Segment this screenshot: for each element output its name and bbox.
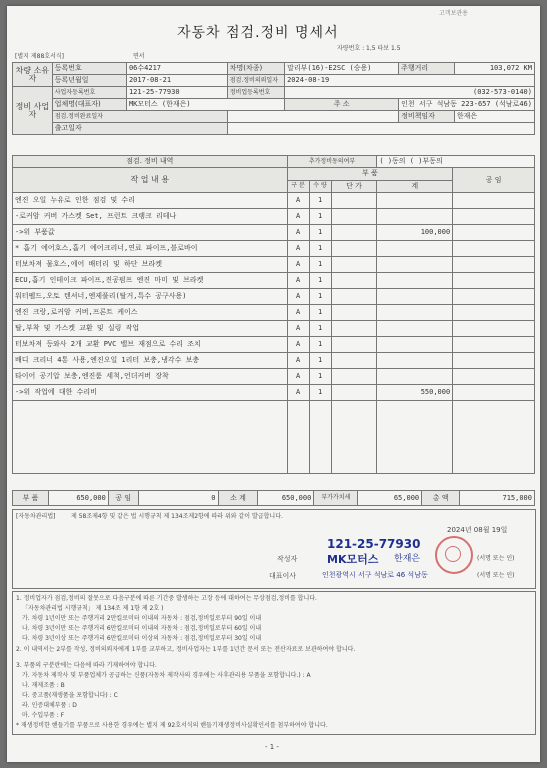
vehicle-section-label: 차량 소유자 bbox=[13, 63, 53, 87]
labor-cost bbox=[453, 193, 535, 209]
labor-total-value: 0 bbox=[138, 491, 218, 506]
work-description: 워터펠드,오토 텐셔너,엔제풀리(탈거,특수 공구사용) bbox=[13, 289, 288, 305]
work-description: -로커암 커버 가스켓 Set, 프런트 크랭크 리테나 bbox=[13, 209, 288, 225]
company-name-label: 업체명(대표자) bbox=[52, 99, 126, 111]
labor-cost bbox=[453, 353, 535, 369]
note-3d: 라. 인증대체부품 : D bbox=[22, 702, 77, 709]
part-price bbox=[331, 353, 377, 369]
work-row bbox=[13, 273, 535, 289]
labor-cost bbox=[453, 369, 535, 385]
company-seal-stamp bbox=[435, 536, 473, 574]
part-sum bbox=[377, 209, 453, 225]
phone-value: (032-573-0140) bbox=[285, 87, 535, 99]
part-sum bbox=[377, 273, 453, 289]
work-row bbox=[13, 193, 535, 209]
part-type: A bbox=[287, 273, 309, 289]
parts-total-label: 부 품 bbox=[13, 491, 49, 506]
part-sum bbox=[377, 353, 453, 369]
issue-date: 2024년 08월 19일 bbox=[447, 526, 508, 534]
labor-cost bbox=[453, 257, 535, 273]
work-description: 엔진 크랑,로커암 커버,프론트 케이스 bbox=[13, 305, 288, 321]
writer-company: MK모터스 bbox=[327, 553, 379, 566]
part-type: A bbox=[287, 369, 309, 385]
form-number-side: 면서 bbox=[133, 53, 145, 60]
reg-no-label: 등록번호 bbox=[52, 63, 126, 75]
part-qty: 1 bbox=[309, 385, 331, 401]
business-section-label: 정비 사업자 bbox=[13, 87, 53, 135]
work-row bbox=[13, 369, 535, 385]
totals-table bbox=[12, 490, 535, 506]
release-date-label: 출고일자 bbox=[52, 123, 227, 135]
writer-seal-note: (서명 또는 인) bbox=[477, 555, 515, 562]
stamp-biz-no: 121-25-77930 bbox=[327, 537, 421, 551]
work-row bbox=[13, 241, 535, 257]
page-number: - 1 - bbox=[265, 743, 279, 751]
note-3b: 나. 재제조품 : B bbox=[22, 682, 65, 689]
note-1: 1. 정비업자가 점검,정비의 잘못으로 다음구분에 따른 기간중 발생하는 고장 등에 대하여는 무상점검,정비를 합니다. bbox=[16, 595, 317, 602]
labor-cost bbox=[453, 385, 535, 401]
part-sum bbox=[377, 257, 453, 273]
col-price: 단 가 bbox=[331, 180, 377, 193]
reg-date-value: 2017-08-21 bbox=[126, 75, 227, 87]
labor-cost bbox=[453, 321, 535, 337]
subtotal-value: 650,000 bbox=[258, 491, 314, 506]
writer-label: 작성자 bbox=[277, 555, 298, 563]
parts-total-value: 650,000 bbox=[48, 491, 108, 506]
part-type: A bbox=[287, 289, 309, 305]
note-1c: 나. 차령 3년이만 또는 주행거리 6만킬로미터 이내의 자동차 : 점검,정비일로부터 60일 이내 bbox=[22, 625, 262, 632]
parts-header: 부 품 bbox=[287, 168, 453, 181]
rep-label: 대표이사 bbox=[269, 572, 297, 580]
model-label: 차명(차종) bbox=[227, 63, 284, 75]
part-price bbox=[331, 385, 377, 401]
part-price bbox=[331, 241, 377, 257]
col-qty: 수 량 bbox=[309, 180, 331, 193]
part-price bbox=[331, 225, 377, 241]
work-description: 터보차져 등와사 2개 교환 PVC 밸브 재점으로 수리 조치 bbox=[13, 337, 288, 353]
part-price bbox=[331, 321, 377, 337]
rep-seal-note: (서명 또는 인) bbox=[477, 572, 515, 579]
work-row bbox=[13, 321, 535, 337]
part-qty: 1 bbox=[309, 257, 331, 273]
copy-label: 고객보관용 bbox=[439, 10, 468, 17]
part-type: A bbox=[287, 257, 309, 273]
part-type: A bbox=[287, 209, 309, 225]
part-type: A bbox=[287, 225, 309, 241]
grand-total-label: 총 액 bbox=[422, 491, 460, 506]
mileage-label: 주행거리 bbox=[399, 63, 455, 75]
done-date-label: 점검.정비완료일자 bbox=[52, 111, 227, 123]
part-sum: 550,000 bbox=[377, 385, 453, 401]
part-sum bbox=[377, 369, 453, 385]
part-sum bbox=[377, 337, 453, 353]
work-description: * 흡기 에어호스,흡기 에어크리너,연료 파이프,블로바이 bbox=[13, 241, 288, 257]
labor-cost bbox=[453, 209, 535, 225]
note-3c: 다. 중고품(재생품을 포함합니다) : C bbox=[22, 692, 118, 699]
note-1d: 다. 차령 3년이상 또는 주행거리 6만킬로미터 이상의 자동차 : 점검,정비일로부터 30일 이내 bbox=[22, 635, 262, 642]
work-description: 탈,부착 및 가스켓 교환 및 실링 작업 bbox=[13, 321, 288, 337]
part-type: A bbox=[287, 353, 309, 369]
labor-cost bbox=[453, 273, 535, 289]
responsible-value: 한재은 bbox=[454, 111, 534, 123]
work-row bbox=[13, 225, 535, 241]
col-sum: 계 bbox=[377, 180, 453, 193]
vat-value: 65,000 bbox=[358, 491, 422, 506]
mileage-value: 103,072 KM bbox=[454, 63, 534, 75]
part-qty: 1 bbox=[309, 273, 331, 289]
grand-total-value: 715,000 bbox=[460, 491, 535, 506]
note-1a: 「자동차관리법 시행규칙」 제 134조 제 1항 제 2호 ) bbox=[22, 605, 164, 612]
note-3a: 가. 자동차 제작사 및 부품업체가 공급하는 신품(자동차 제작사의 경우에는 사후관리용 부품을 포함합니다.) : A bbox=[22, 672, 311, 679]
rep-address: 인천광역시 서구 석남로 46 석남동 bbox=[322, 571, 428, 579]
note-2: 2. 이 내역서는 2부를 작성, 정비의뢰자에게 1부를 교부하고, 정비사업자는 1부를 1년간 문서 또는 전산자료로 보관하여야 합니다. bbox=[16, 646, 356, 653]
part-price bbox=[331, 289, 377, 305]
work-row bbox=[13, 337, 535, 353]
law-label: [자동차관리법] bbox=[16, 513, 56, 520]
labor-cost bbox=[453, 225, 535, 241]
extra-consent-value: ( )동의 ( )부동의 bbox=[377, 156, 535, 168]
form-number: [별지 제88호서식] bbox=[15, 53, 64, 60]
part-price bbox=[331, 337, 377, 353]
vat-label: 부가가치세 bbox=[314, 491, 358, 506]
part-qty: 1 bbox=[309, 353, 331, 369]
part-price bbox=[331, 193, 377, 209]
part-qty: 1 bbox=[309, 241, 331, 257]
part-qty: 1 bbox=[309, 209, 331, 225]
sub-number: 자량번호 : 1,5 타보 1.5 bbox=[337, 45, 401, 52]
part-sum: 100,000 bbox=[377, 225, 453, 241]
part-qty: 1 bbox=[309, 337, 331, 353]
note-3e: 마. 수입부품 : F bbox=[22, 712, 65, 719]
part-price bbox=[331, 273, 377, 289]
part-price bbox=[331, 305, 377, 321]
labor-cost bbox=[453, 305, 535, 321]
work-description: 배디 크리너 4통 사용,엔진오일 1리터 보충,냉각수 보충 bbox=[13, 353, 288, 369]
document-title: 자동차 점검.정비 명세서 bbox=[177, 25, 339, 41]
part-type: A bbox=[287, 305, 309, 321]
document-sheet bbox=[7, 6, 540, 762]
done-date-value bbox=[227, 111, 398, 123]
labor-cost bbox=[453, 289, 535, 305]
part-price bbox=[331, 257, 377, 273]
work-header: 작 업 내 용 bbox=[13, 168, 288, 193]
part-type: A bbox=[287, 193, 309, 209]
work-description: 엔진 오일 누유로 인한 점검 및 수리 bbox=[13, 193, 288, 209]
work-row bbox=[13, 209, 535, 225]
labor-header: 공 임 bbox=[453, 168, 535, 193]
labor-total-label: 공 임 bbox=[108, 491, 138, 506]
col-type: 구 분 bbox=[287, 180, 309, 193]
work-description: 터보차져 물호스,에어 배터리 및 하단 브라켓 bbox=[13, 257, 288, 273]
labor-cost bbox=[453, 241, 535, 257]
writer-name: 한재은 bbox=[394, 554, 421, 564]
part-qty: 1 bbox=[309, 305, 331, 321]
repair-date-value: 2024-08-19 bbox=[285, 75, 535, 87]
part-type: A bbox=[287, 321, 309, 337]
model-value: 말리부(16)-E2SC (승용) bbox=[285, 63, 399, 75]
biz-no-label: 사업자등록번호 bbox=[52, 87, 126, 99]
biz-no-value: 121-25-77930 bbox=[126, 87, 227, 99]
work-description: ->위 부품값 bbox=[13, 225, 288, 241]
details-header: 점검. 정비 내역 bbox=[13, 156, 288, 168]
address-value: 인천 서구 석남동 223-657 (석남로46) bbox=[399, 99, 535, 111]
repair-date-label: 점검.정비의뢰일자 bbox=[227, 75, 284, 87]
note-3f: * 재생정비한 핸들기를 부품으로 사용한 경우에는 별지 제 92호서식의 핸들기재생정비사실확인서를 첨부하여야 합니다. bbox=[16, 722, 328, 729]
part-qty: 1 bbox=[309, 321, 331, 337]
part-type: A bbox=[287, 337, 309, 353]
part-price bbox=[331, 209, 377, 225]
part-price bbox=[331, 369, 377, 385]
company-name-value: MK모터스 (한재은) bbox=[126, 99, 284, 111]
work-details-table bbox=[12, 155, 535, 474]
reg-no-value: 06수4217 bbox=[126, 63, 227, 75]
part-qty: 1 bbox=[309, 369, 331, 385]
shop-reg-label: 정비업등록번호 bbox=[227, 87, 284, 99]
part-qty: 1 bbox=[309, 225, 331, 241]
part-sum bbox=[377, 289, 453, 305]
part-qty: 1 bbox=[309, 193, 331, 209]
address-label: 주 소 bbox=[285, 99, 399, 111]
law-text: 제 58조제4항 및 같은 법 시행규칙 제 134조제2항에 따라 위와 같이 발급합니다. bbox=[71, 513, 283, 520]
responsible-label: 정비책임자 bbox=[399, 111, 455, 123]
part-sum bbox=[377, 241, 453, 257]
work-description: 타이어 공기압 보충,엔진룸 세척,언더커버 장착 bbox=[13, 369, 288, 385]
part-sum bbox=[377, 321, 453, 337]
part-type: A bbox=[287, 241, 309, 257]
reg-date-label: 등록년월일 bbox=[52, 75, 126, 87]
note-1b: 가. 차령 1년이만 또는 주행거리 2만킬로미터 이내의 자동차 : 점검,정비일로부터 90일 이내 bbox=[22, 615, 262, 622]
part-qty: 1 bbox=[309, 289, 331, 305]
work-row bbox=[13, 257, 535, 273]
subtotal-label: 소 계 bbox=[218, 491, 258, 506]
release-date-value bbox=[227, 123, 534, 135]
part-sum bbox=[377, 193, 453, 209]
part-sum bbox=[377, 305, 453, 321]
work-description: ECU,흡기 인테이크 파이프,진공펌프 엔진 마미 및 브라켓 bbox=[13, 273, 288, 289]
part-type: A bbox=[287, 385, 309, 401]
work-row bbox=[13, 305, 535, 321]
labor-cost bbox=[453, 337, 535, 353]
note-3: 3. 부품의 구분란에는 다음에 따라 기재하여야 합니다. bbox=[16, 662, 157, 669]
work-description: ->위 작업에 대한 수리비 bbox=[13, 385, 288, 401]
work-row bbox=[13, 385, 535, 401]
work-row bbox=[13, 353, 535, 369]
vehicle-business-table bbox=[12, 62, 535, 135]
work-row bbox=[13, 289, 535, 305]
extra-consent-label: 추가정비동의여부 bbox=[287, 156, 377, 168]
